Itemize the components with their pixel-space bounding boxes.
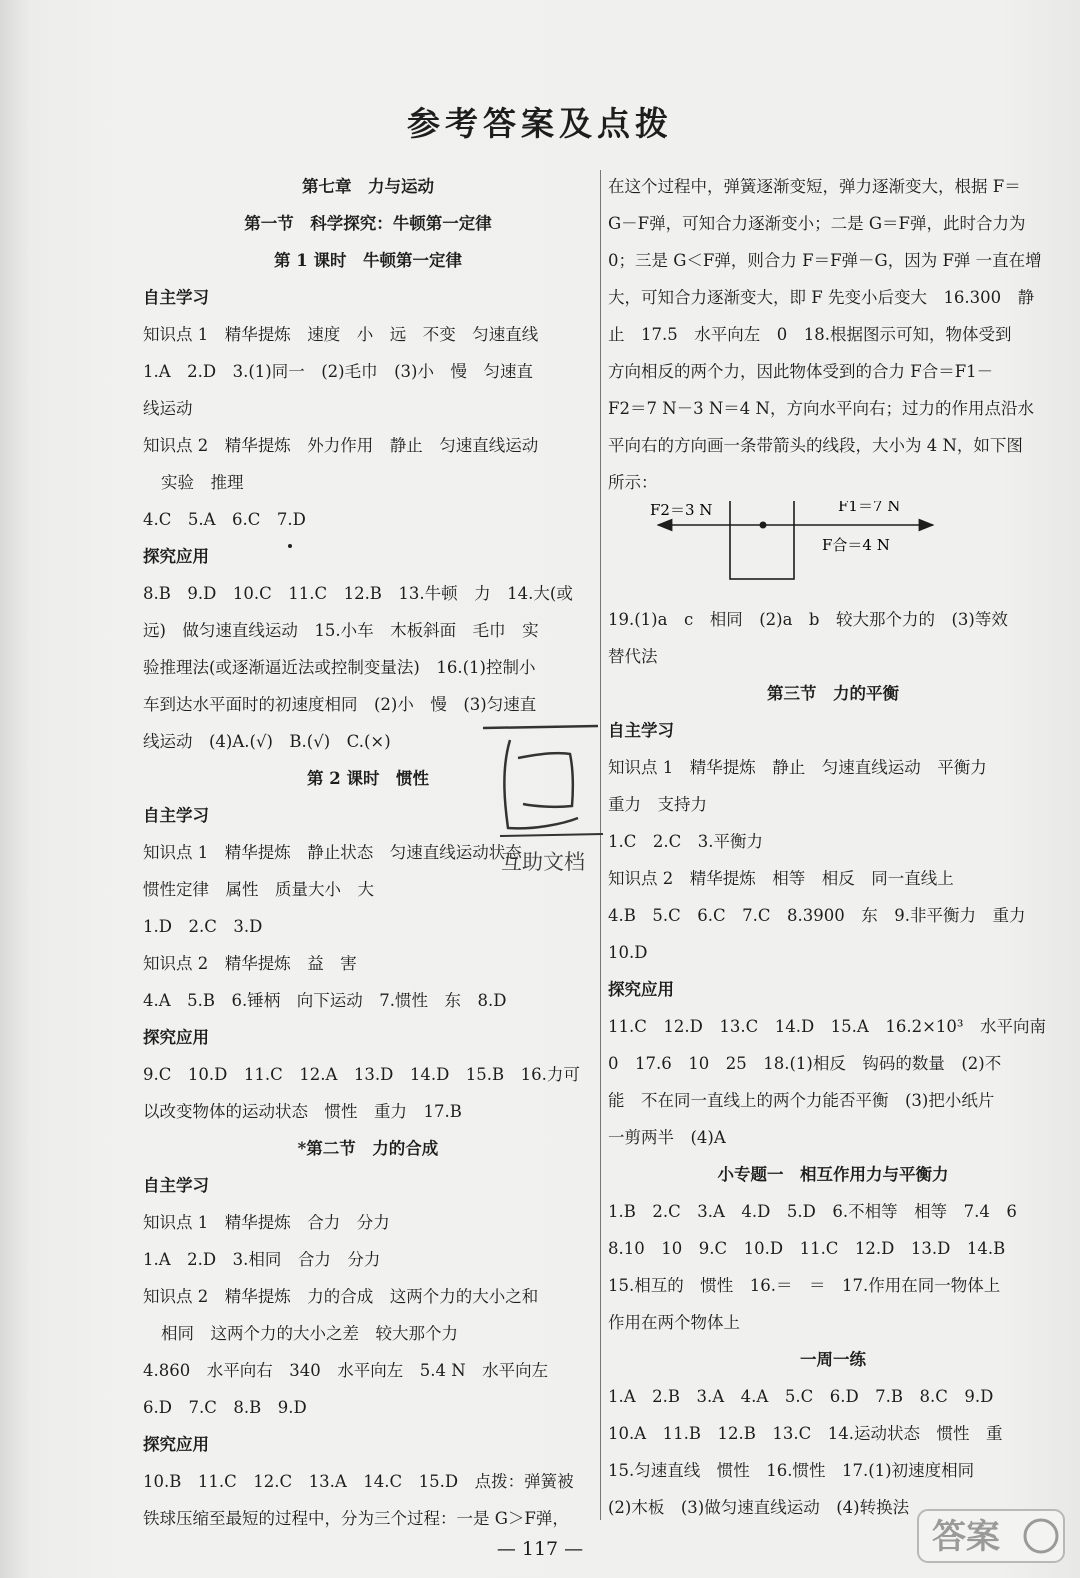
section-heading: *第二节 力的合成 bbox=[297, 1139, 439, 1158]
stamp-drawing bbox=[478, 718, 608, 848]
answer-line: 0 17.6 10 25 18.(1)相反 钩码的数量 (2)不 bbox=[608, 1054, 1002, 1073]
answer-line: 知识点 2 精华提炼 力的合成 这两个力的大小之和 bbox=[143, 1287, 539, 1306]
answer-line: 1.A 2.D 3.(1)同一 (2)毛巾 (3)小 慢 匀速直 bbox=[143, 362, 533, 381]
answer-line: 止 17.5 水平向左 0 18.根据图示可知，物体受到 bbox=[608, 325, 1012, 344]
answer-line: 15.匀速直线 惯性 16.惯性 17.(1)初速度相同 bbox=[608, 1461, 975, 1480]
answer-line: 6.D 7.C 8.B 9.D bbox=[143, 1398, 307, 1417]
section-heading: 第七章 力与运动 bbox=[302, 177, 434, 196]
answer-line: 9.C 10.D 11.C 12.A 13.D 14.D 15.B 16.力可 bbox=[143, 1065, 580, 1084]
stray-dot bbox=[288, 544, 292, 548]
section-heading: 一周一练 bbox=[800, 1350, 866, 1369]
subsection-heading: 自主学习 bbox=[143, 806, 209, 825]
answer-line: 线运动 (4)A.(√) B.(√) C.(×) bbox=[143, 732, 391, 751]
stamp-text: 互助文档 bbox=[501, 850, 585, 874]
answer-line: 所示： bbox=[608, 473, 658, 492]
answer-line: 车到达水平面时的初速度相同 (2)小 慢 (3)匀速直 bbox=[143, 695, 537, 714]
answer-line: 在这个过程中，弹簧逐渐变短，弹力逐渐变大，根据 F＝ bbox=[608, 177, 1021, 196]
answer-line: 10.B 11.C 12.C 13.A 14.C 15.D 点拨：弹簧被 bbox=[143, 1472, 574, 1491]
answer-line: 能 不在同一直线上的两个力能否平衡 (3)把小纸片 bbox=[608, 1091, 995, 1110]
answer-line: 8.10 10 9.C 10.D 11.C 12.D 13.D 14.B bbox=[608, 1239, 1006, 1258]
answer-line: 线运动 bbox=[143, 399, 193, 418]
answer-line: (2)木板 (3)做匀速直线运动 (4)转换法 bbox=[608, 1498, 910, 1517]
section-heading: 第三节 力的平衡 bbox=[767, 684, 899, 703]
f2-label: F2＝3 N bbox=[650, 501, 713, 519]
answer-line: 4.B 5.C 6.C 7.C 8.3900 东 9.非平衡力 重力 bbox=[608, 906, 1026, 925]
answer-line: 1.C 2.C 3.平衡力 bbox=[608, 832, 763, 851]
watermark-stamp bbox=[478, 718, 608, 878]
right-column-top bbox=[608, 168, 1058, 501]
right-column-bottom bbox=[608, 601, 1058, 1526]
section-heading: 小专题一 相互作用力与平衡力 bbox=[717, 1165, 949, 1184]
subsection-heading: 探究应用 bbox=[608, 980, 674, 999]
answer-line: 替代法 bbox=[608, 647, 658, 666]
answer-line: 惯性定律 属性 质量大小 大 bbox=[143, 880, 374, 899]
answer-line: 平向右的方向画一条带箭头的线段，大小为 4 N，如下图 bbox=[608, 436, 1023, 455]
answer-line: 作用在两个物体上 bbox=[608, 1313, 740, 1332]
answer-line: 1.A 2.D 3.相同 合力 分力 bbox=[143, 1250, 381, 1269]
action-point bbox=[760, 522, 767, 529]
answer-line: 验推理法(或逐渐逼近法或控制变量法) 16.(1)控制小 bbox=[143, 658, 536, 677]
subsection-heading: 探究应用 bbox=[143, 1435, 209, 1454]
subsection-heading: 自主学习 bbox=[608, 721, 674, 740]
page-number: — 117 — bbox=[496, 1538, 584, 1560]
section-heading: 第一节 科学探究：牛顿第一定律 bbox=[244, 214, 492, 233]
answer-line: 1.D 2.C 3.D bbox=[143, 917, 263, 936]
section-heading: 第 1 课时 牛顿第一定律 bbox=[274, 251, 462, 270]
force-diagram bbox=[608, 501, 1058, 601]
answer-line: 19.(1)a c 相同 (2)a b 较大那个力的 (3)等效 bbox=[608, 610, 1008, 629]
fnet-label: F合＝4 N bbox=[822, 536, 890, 554]
answer-line: 知识点 1 精华提炼 合力 分力 bbox=[143, 1213, 390, 1232]
answer-line: 铁球压缩至最短的过程中，分为三个过程：一是 G＞F弹， bbox=[143, 1509, 569, 1528]
section-heading: 第 2 课时 惯性 bbox=[307, 769, 429, 788]
subsection-heading: 自主学习 bbox=[143, 288, 209, 307]
subsection-heading: 探究应用 bbox=[143, 1028, 209, 1047]
svg-text:答案: 答案 bbox=[932, 1517, 1000, 1557]
answer-line: 0；三是 G＜F弹，则合力 F＝F弹－G，因为 F弹 一直在增 bbox=[608, 251, 1042, 270]
answer-line: 11.C 12.D 13.C 14.D 15.A 16.2×10³ 水平向南 bbox=[608, 1017, 1046, 1036]
answer-line: 以改变物体的运动状态 惯性 重力 17.B bbox=[143, 1102, 462, 1121]
subsection-heading: 探究应用 bbox=[143, 547, 209, 566]
answer-line: 知识点 2 精华提炼 相等 相反 同一直线上 bbox=[608, 869, 954, 888]
answer-line: 知识点 2 精华提炼 益 害 bbox=[143, 954, 357, 973]
answer-line: 知识点 2 精华提炼 外力作用 静止 匀速直线运动 bbox=[143, 436, 539, 455]
answer-line: 知识点 1 精华提炼 静止 匀速直线运动 平衡力 bbox=[608, 758, 987, 777]
right-column bbox=[608, 168, 1058, 1526]
answer-line: 15.相互的 惯性 16.＝ ＝ 17.作用在同一物体上 bbox=[608, 1276, 1001, 1295]
answer-line: 大，可知合力逐渐变大，即 F 先变小后变大 16.300 静 bbox=[608, 288, 1035, 307]
answer-line: 4.A 5.B 6.锤柄 向下运动 7.惯性 东 8.D bbox=[143, 991, 507, 1010]
force-diagram-svg bbox=[608, 501, 1058, 601]
answer-line: 实验 推理 bbox=[161, 473, 244, 492]
answer-line: 4.C 5.A 6.C 7.D bbox=[143, 510, 306, 529]
subsection-heading: 自主学习 bbox=[143, 1176, 209, 1195]
answer-line: 4.860 水平向右 340 水平向左 5.4 N 水平向左 bbox=[143, 1361, 549, 1380]
f1-label: F1＝7 N bbox=[838, 501, 901, 515]
answer-line: 方向相反的两个力，因此物体受到的合力 F合＝F1－ bbox=[608, 362, 994, 381]
answer-line: 知识点 1 精华提炼 静止状态 匀速直线运动状态 bbox=[143, 843, 522, 862]
answer-line: 10.D bbox=[608, 943, 648, 962]
answer-line: 远) 做匀速直线运动 15.小车 木板斜面 毛巾 实 bbox=[143, 621, 539, 640]
answer-line: 1.A 2.B 3.A 4.A 5.C 6.D 7.B 8.C 9.D bbox=[608, 1387, 994, 1406]
answer-line: 10.A 11.B 12.B 13.C 14.运动状态 惯性 重 bbox=[608, 1424, 1003, 1443]
answer-line: G－F弹，可知合力逐渐变小；二是 G＝F弹，此时合力为 bbox=[608, 214, 1026, 233]
object-box bbox=[730, 501, 794, 579]
answer-line: 重力 支持力 bbox=[608, 795, 707, 814]
page-title: 参考答案及点拨 bbox=[407, 104, 673, 143]
answer-line: F2＝7 N－3 N＝4 N，方向水平向右；过力的作用点沿水 bbox=[608, 399, 1034, 418]
answer-line: 8.B 9.D 10.C 11.C 12.B 13.牛顿 力 14.大(或 bbox=[143, 584, 573, 603]
answer-line: 一剪两半 (4)A bbox=[608, 1128, 726, 1147]
answer-line: 知识点 1 精华提炼 速度 小 远 不变 匀速直线 bbox=[143, 325, 539, 344]
answer-line: 1.B 2.C 3.A 4.D 5.D 6.不相等 相等 7.4 6 bbox=[608, 1202, 1017, 1221]
answer-line: 相同 这两个力的大小之差 较大那个力 bbox=[161, 1324, 458, 1343]
